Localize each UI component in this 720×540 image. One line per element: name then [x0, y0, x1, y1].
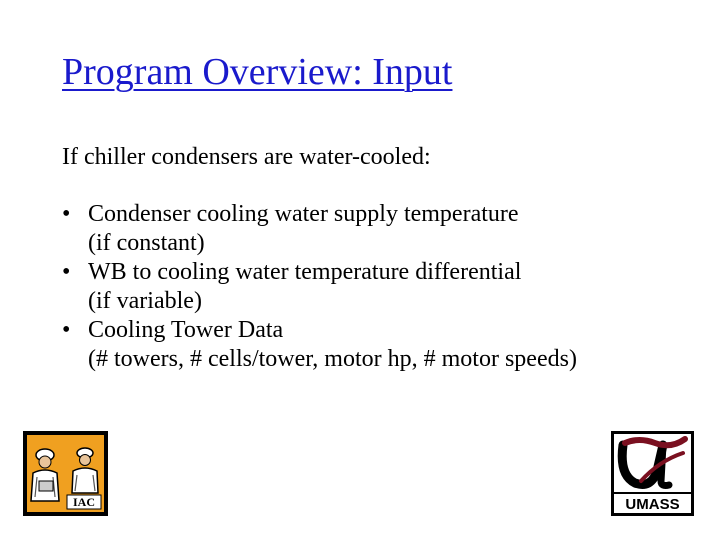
umass-logo — [611, 431, 694, 516]
bullet-main-text: Cooling Tower Data — [88, 317, 284, 343]
bullet-item — [62, 258, 702, 316]
umass-logo-graphic — [611, 431, 694, 516]
bullet-sub-text: (# towers, # cells/tower, motor hp, # motor speeds) — [88, 346, 577, 372]
umass-logo-text: UMASS — [625, 496, 680, 513]
bullet-main-text: WB to cooling water temperature differential — [88, 259, 522, 285]
bullet-dot-icon: • — [62, 317, 71, 343]
bullet-dot-icon: • — [62, 201, 71, 227]
bullet-item — [62, 316, 702, 374]
iac-logo-graphic — [23, 431, 108, 516]
iac-logo — [23, 431, 108, 516]
bullet-sub-text: (if variable) — [88, 288, 202, 314]
bullet-sub-text: (if constant) — [88, 230, 205, 256]
slide-title: Program Overview: Input — [62, 51, 453, 93]
intro-text: If chiller condensers are water-cooled: — [62, 144, 431, 170]
bullet-item — [62, 200, 702, 258]
bullet-dot-icon: • — [62, 259, 71, 285]
iac-logo-text: IAC — [72, 495, 96, 509]
bullet-list — [62, 200, 702, 374]
bullet-main-text: Condenser cooling water supply temperature — [88, 201, 519, 227]
